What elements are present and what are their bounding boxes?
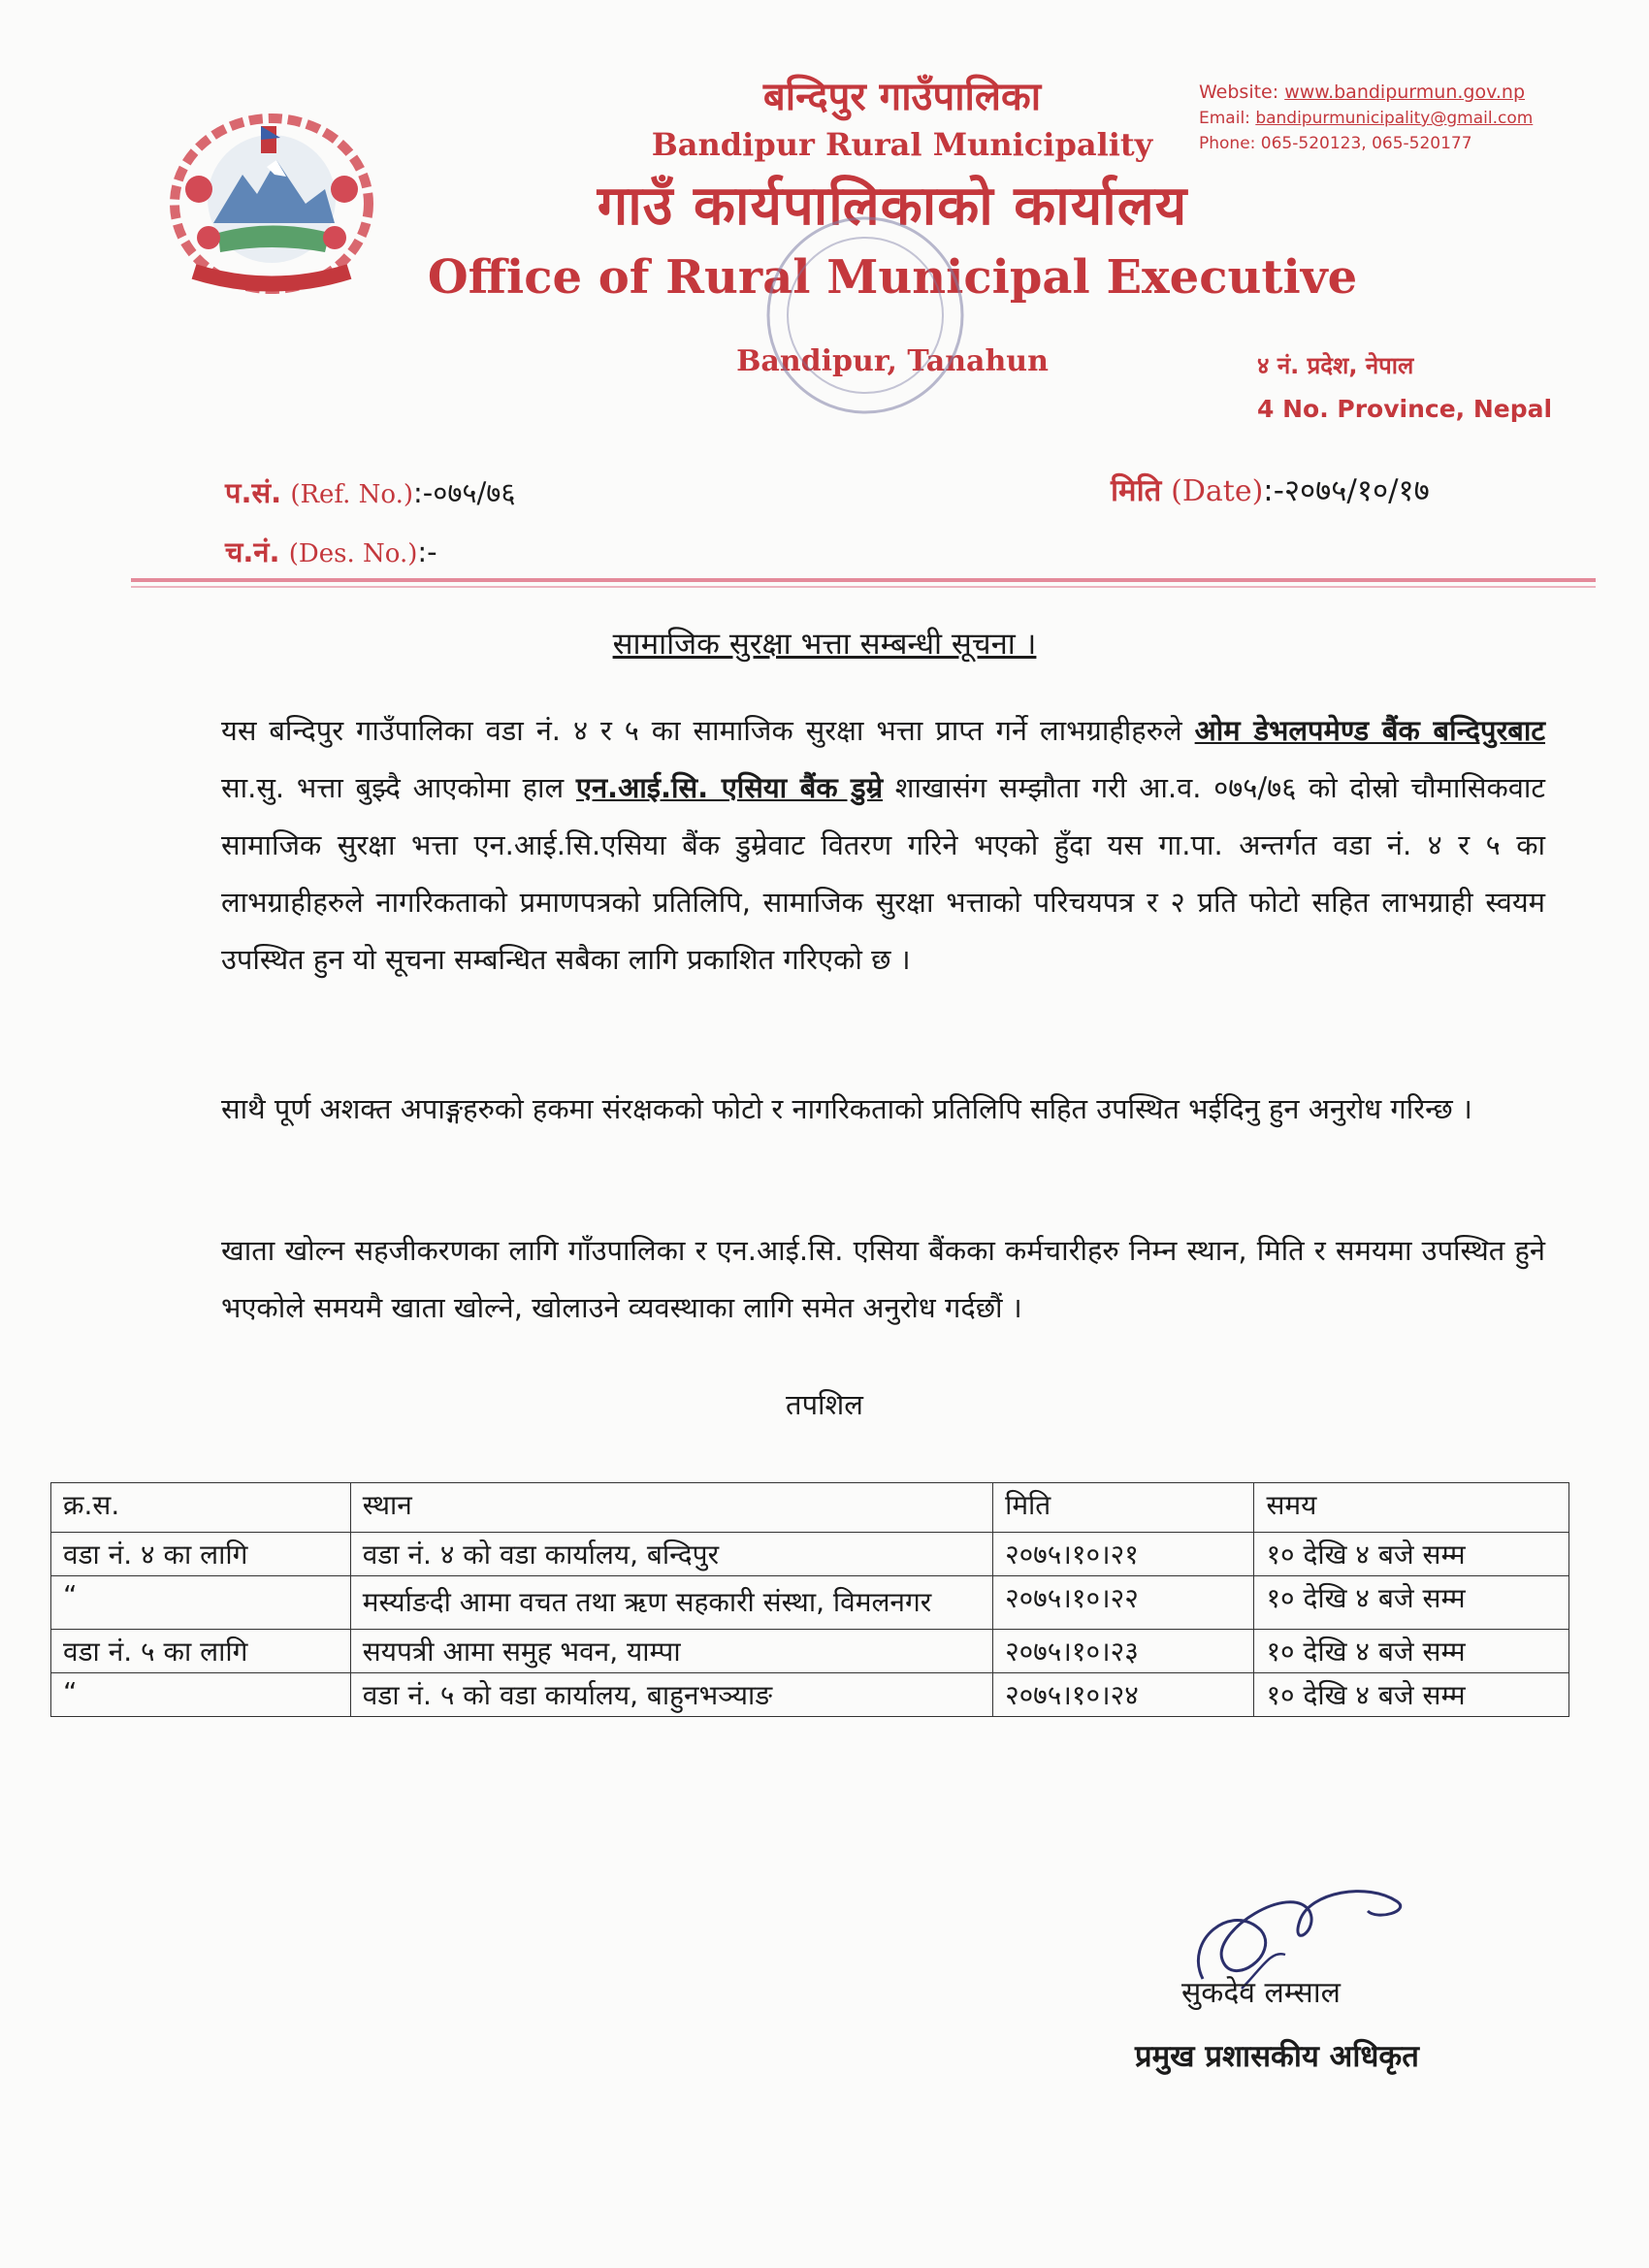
header-divider-thin bbox=[131, 586, 1596, 588]
des-label-en: (Des. No.) bbox=[288, 539, 418, 568]
signatory-title: प्रमुख प्रशासकीय अधिकृत bbox=[1135, 2039, 1419, 2074]
header-divider bbox=[131, 578, 1596, 582]
cell-time: १० देखि ४ बजे सम्म bbox=[1254, 1673, 1569, 1717]
ref-number-row bbox=[225, 473, 515, 511]
notice-subject-text: सामाजिक सुरक्षा भत्ता सम्बन्धी सूचना । bbox=[612, 627, 1037, 662]
office-name-en: Office of Rural Municipal Executive bbox=[427, 250, 1358, 305]
phone-label: Phone: bbox=[1199, 134, 1256, 153]
notice-paragraph-3: खाता खोल्न सहजीकरणका लागि गाँउपालिका र एन.आई.सि. एसिया बैंकका कर्मचारीहरु निम्न स्थान, मिति र समयमा उपस्थित हुने भएकोले समयमै खाता खोल्ने, खोलाउने व्यवस्थाका लागि समेत अनुरोध गर्दछौं । bbox=[221, 1234, 1545, 1324]
col-header-sn: क्र.स. bbox=[51, 1483, 351, 1533]
province-block bbox=[1257, 349, 1552, 423]
table-row bbox=[51, 1630, 1569, 1673]
des-number-row bbox=[225, 533, 515, 570]
office-location: Bandipur, Tanahun bbox=[736, 344, 1049, 378]
email-label: Email: bbox=[1199, 109, 1250, 128]
col-header-place: स्थान bbox=[350, 1483, 992, 1533]
municipality-name-en: Bandipur Rural Municipality bbox=[651, 126, 1153, 163]
cell-date: २०७५।१०।२२ bbox=[993, 1576, 1254, 1630]
website-label: Website: bbox=[1199, 81, 1279, 103]
cell-sn: “ bbox=[51, 1673, 351, 1717]
date-label-en: (Date) bbox=[1171, 474, 1264, 508]
cell-place: मर्स्याङदी आमा वचत तथा ऋण सहकारी संस्था, विमलनगर bbox=[350, 1576, 992, 1630]
table-header-row bbox=[51, 1483, 1569, 1533]
cell-place: वडा नं. ४ को वडा कार्यालय, बन्दिपुर bbox=[350, 1533, 992, 1576]
email-line bbox=[1199, 109, 1533, 128]
phone-value: 065-520123, 065-520177 bbox=[1260, 134, 1472, 153]
cell-time: १० देखि ४ बजे सम्म bbox=[1254, 1576, 1569, 1630]
p1-bank-old: ओम डेभलपमेण्ड बैंक बन्दिपुरबाट bbox=[1194, 714, 1545, 747]
schedule-table bbox=[50, 1482, 1569, 1717]
date-label: मिति bbox=[1111, 473, 1162, 508]
office-stamp bbox=[761, 211, 970, 420]
cell-sn: वडा नं. ५ का लागि bbox=[51, 1630, 351, 1673]
signatory-name: सुकदेव लम्साल bbox=[1181, 1976, 1341, 2010]
table-row bbox=[51, 1673, 1569, 1717]
contact-block bbox=[1199, 81, 1533, 153]
notice-paragraph-2: साथै पूर्ण अशक्त अपाङ्गहरुको हकमा संरक्षकको फोटो र नागरिकताको प्रतिलिपि सहित उपस्थित भईदिनु हुन अनुरोध गरिन्छ । bbox=[221, 1092, 1472, 1125]
cell-sn: वडा नं. ४ का लागि bbox=[51, 1533, 351, 1576]
notice-paragraph-1 bbox=[221, 702, 1545, 988]
website-line bbox=[1199, 81, 1533, 103]
website-link[interactable]: www.bandipurmun.gov.np bbox=[1284, 81, 1526, 103]
table-row bbox=[51, 1576, 1569, 1630]
reference-block bbox=[225, 473, 515, 592]
ref-value: :-०७५/७६ bbox=[413, 476, 516, 509]
ref-label-en: (Ref. No.) bbox=[290, 480, 414, 509]
details-heading: तपशिल bbox=[786, 1388, 863, 1421]
cell-sn: “ bbox=[51, 1576, 351, 1630]
date-value: :-२०७५/१०/१७ bbox=[1263, 473, 1430, 508]
ref-label: प.सं. bbox=[225, 476, 282, 509]
cell-date: २०७५।१०।२४ bbox=[993, 1673, 1254, 1717]
p1-bank-new: एन.आई.सि. एसिया बैंक डुम्रे bbox=[575, 771, 884, 804]
cell-time: १० देखि ४ बजे सम्म bbox=[1254, 1630, 1569, 1673]
phone-line bbox=[1199, 134, 1533, 153]
des-label: च.नं. bbox=[225, 535, 280, 568]
cell-date: २०७५।१०।२३ bbox=[993, 1630, 1254, 1673]
date-block bbox=[1111, 470, 1430, 510]
table-row bbox=[51, 1533, 1569, 1576]
col-header-time: समय bbox=[1254, 1483, 1569, 1533]
province-en: 4 No. Province, Nepal bbox=[1257, 395, 1553, 423]
cell-place: सयपत्री आमा समुह भवन, याम्पा bbox=[350, 1630, 992, 1673]
cell-date: २०७५।१०।२१ bbox=[993, 1533, 1254, 1576]
municipality-name-np: बन्दिपुर गाउँपालिका bbox=[762, 75, 1042, 119]
p1-text-c: सा.सु. भत्ता बुझ्दै आएकोमा हाल bbox=[221, 771, 576, 804]
cell-time: १० देखि ४ बजे सम्म bbox=[1254, 1533, 1569, 1576]
cell-place: वडा नं. ५ को वडा कार्यालय, बाहुनभञ्याङ bbox=[350, 1673, 992, 1717]
p1-text-e: शाखासंग सम्झौता गरी आ.व. ०७५/७६ को दोस्रो चौमासिकवाट सामाजिक सुरक्षा भत्ता एन.आई.सि.एसिया बैंक डुम्रेवाट वितरण गरिने भएको हुँदा यस गा.पा. अन्तर्गत वडा नं. ४ र ५ का लाभग्राहीहरुले नागरिकताको प्रमाणपत्रको प्रतिलिपि, सामाजिक सुरक्षा भत्ताको परिचयपत्र र २ प्रति फोटो सहित लाभग्राही स्वयम उपस्थित हुन यो सूचना सम्बन्धित सबैका लागि प्रकाशित गरिएको छ । bbox=[221, 771, 1545, 976]
office-name-np: गाउँ कार्यपालिकाको कार्यालय bbox=[597, 175, 1188, 238]
des-value: :- bbox=[417, 535, 437, 568]
p1-text-a: यस बन्दिपुर गाउँपालिका वडा नं. ४ र ५ का सामाजिक सुरक्षा भत्ता प्राप्त गर्ने लाभग्राहीहरुले bbox=[221, 714, 1195, 747]
notice-subject bbox=[0, 623, 1649, 664]
province-np: ४ नं. प्रदेश, नेपाल bbox=[1257, 352, 1414, 379]
nepal-emblem-logo bbox=[160, 107, 383, 301]
email-link[interactable]: bandipurmunicipality@gmail.com bbox=[1255, 109, 1534, 128]
col-header-date: मिति bbox=[993, 1483, 1254, 1533]
